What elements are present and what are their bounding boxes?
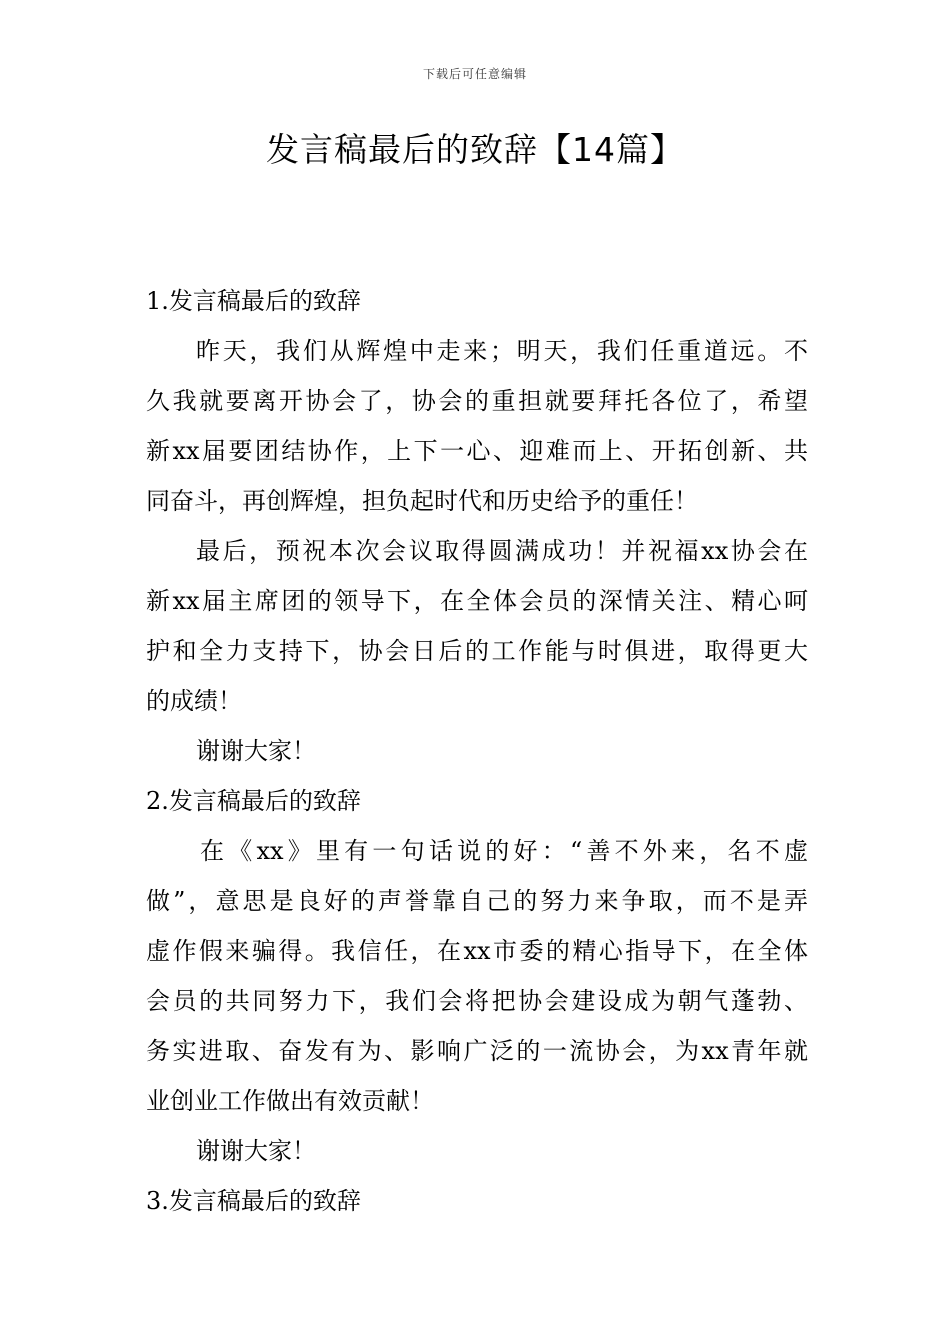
- paragraph-line: 新xx届主席团的领导下，在全体会员的深情关注、精心呵: [146, 587, 808, 615]
- closing-line: 谢谢大家！: [196, 737, 316, 765]
- section-heading-3: 3.发言稿最后的致辞: [146, 1187, 361, 1215]
- section-heading-2: 2.发言稿最后的致辞: [146, 787, 361, 815]
- paragraph-line: 在《xx》里有一句话说的好：“善不外来，名不虚: [200, 837, 808, 865]
- paragraph-line: 做”，意思是良好的声誉靠自己的努力来争取，而不是弄: [146, 887, 808, 915]
- paragraph-line: 业创业工作做出有效贡献！: [146, 1087, 434, 1115]
- paragraph-line: 的成绩！: [146, 687, 242, 715]
- paragraph-line: 虚作假来骗得。我信任，在xx市委的精心指导下，在全体: [146, 937, 808, 965]
- closing-line: 谢谢大家！: [196, 1137, 316, 1165]
- paragraph-line: 久我就要离开协会了，协会的重担就要拜托各位了，希望: [146, 387, 808, 415]
- section-heading-1: 1.发言稿最后的致辞: [146, 287, 361, 315]
- paragraph-line: 最后，预祝本次会议取得圆满成功！并祝福xx协会在: [196, 537, 808, 565]
- paragraph-line: 昨天，我们从辉煌中走来；明天，我们任重道远。不: [196, 337, 808, 365]
- paragraph-line: 护和全力支持下，协会日后的工作能与时俱进，取得更大: [146, 637, 808, 665]
- paragraph-line: 同奋斗，再创辉煌，担负起时代和历史给予的重任！: [146, 487, 698, 515]
- paragraph-line: 新xx届要团结协作，上下一心、迎难而上、开拓创新、共: [146, 437, 808, 465]
- paragraph-line: 务实进取、奋发有为、影响广泛的一流协会，为xx青年就: [146, 1037, 808, 1065]
- header-note: 下载后可任意编辑: [422, 67, 527, 81]
- document-title: 发言稿最后的致辞【14篇】: [266, 130, 684, 169]
- paragraph-line: 会员的共同努力下，我们会将把协会建设成为朝气蓬勃、: [146, 987, 808, 1015]
- document-body: [146, 276, 808, 1226]
